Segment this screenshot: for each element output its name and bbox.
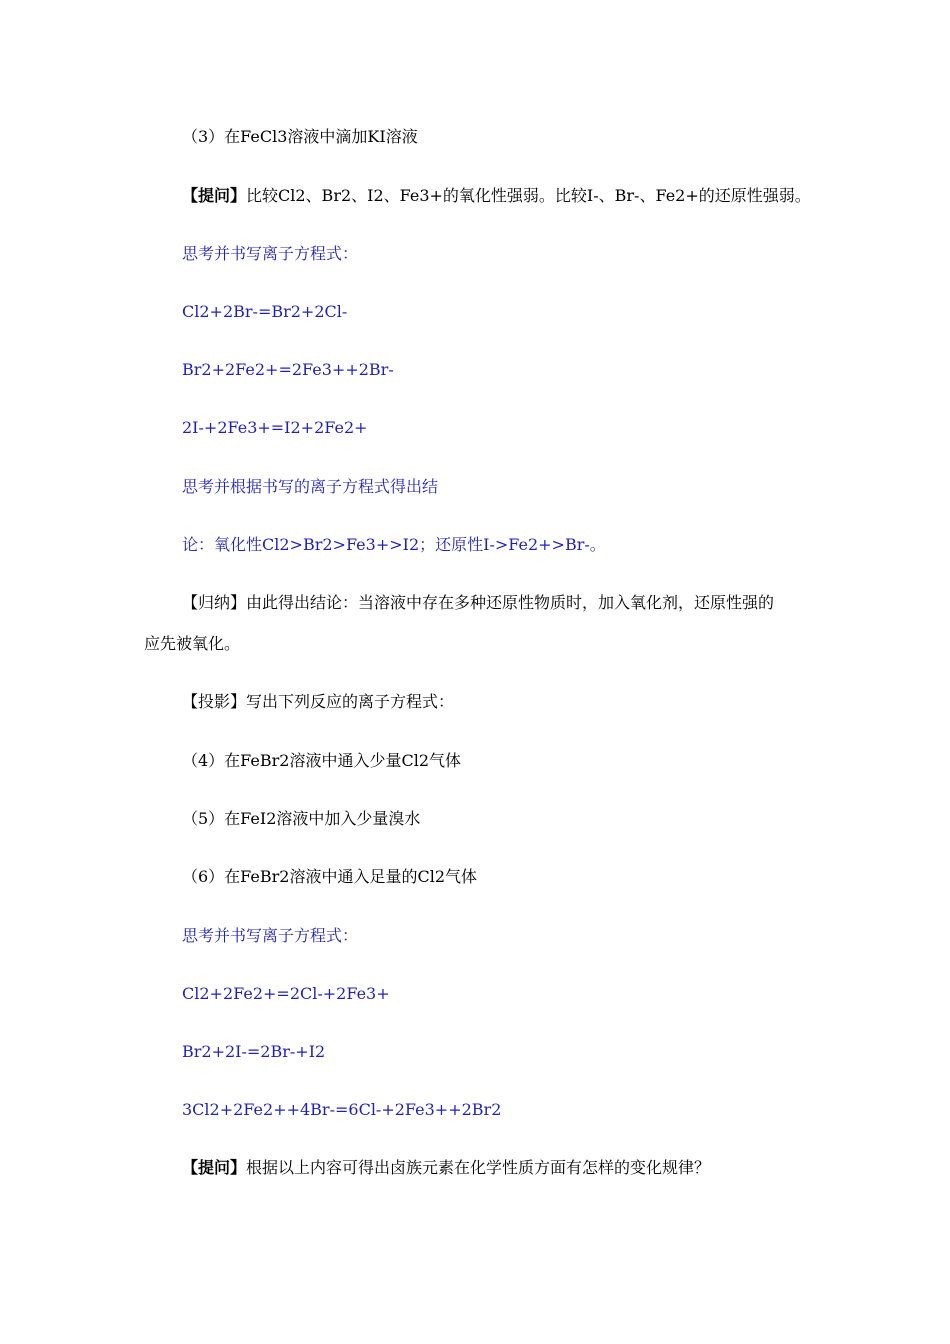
equation-3: 2I-+2Fe3+=I2+2Fe2+ <box>182 418 368 437</box>
question-text-2: 根据以上内容可得出卤族元素在化学性质方面有怎样的变化规律？ <box>246 1158 711 1177</box>
question-tag-2: 【提问】 <box>182 1158 247 1177</box>
item-5: （5）在FeI2溶液中加入少量溴水 <box>182 809 421 828</box>
conclusion-line-2: 论：氧化性Cl2>Br2>Fe3+>I2；还原性I->Fe2+>Br-。 <box>182 535 606 554</box>
equation-4: Cl2+2Fe2+=2Cl-+2Fe3+ <box>182 984 390 1003</box>
summary-text: 由此得出结论：当溶液中存在多种还原性物质时，加入氧化剂，还原性强的 <box>246 593 775 612</box>
projection-paragraph <box>182 692 454 712</box>
equation-2: Br2+2Fe2+=2Fe3++2Br- <box>182 360 394 379</box>
question-text: 比较Cl2、Br2、I2、Fe3+的氧化性强弱。比较I-、Br-、Fe2+的还原性强弱。 <box>246 186 811 205</box>
conclusion-line-1: 思考并根据书写的离子方程式得出结 <box>182 477 439 496</box>
summary-paragraph <box>182 593 774 613</box>
item-6: （6）在FeBr2溶液中通入足量的Cl2气体 <box>182 867 478 886</box>
think-heading: 思考并书写离子方程式： <box>182 244 359 263</box>
question-paragraph-2 <box>182 1158 710 1178</box>
projection-text: 写出下列反应的离子方程式： <box>246 692 455 711</box>
question-paragraph <box>182 186 811 206</box>
equation-1: Cl2+2Br-=Br2+2Cl- <box>182 302 348 321</box>
projection-tag: 【投影】 <box>182 692 247 711</box>
summary-continuation: 应先被氧化。 <box>144 634 241 653</box>
summary-tag: 【归纳】 <box>182 593 247 612</box>
think-heading-2: 思考并书写离子方程式： <box>182 926 359 945</box>
equation-6: 3Cl2+2Fe2++4Br-=6Cl-+2Fe3++2Br2 <box>182 1100 502 1119</box>
item-4: （4）在FeBr2溶液中通入少量Cl2气体 <box>182 751 462 770</box>
equation-5: Br2+2I-=2Br-+I2 <box>182 1042 326 1061</box>
item-3: （3）在FeCl3溶液中滴加KI溶液 <box>182 127 418 146</box>
question-tag: 【提问】 <box>182 186 247 205</box>
